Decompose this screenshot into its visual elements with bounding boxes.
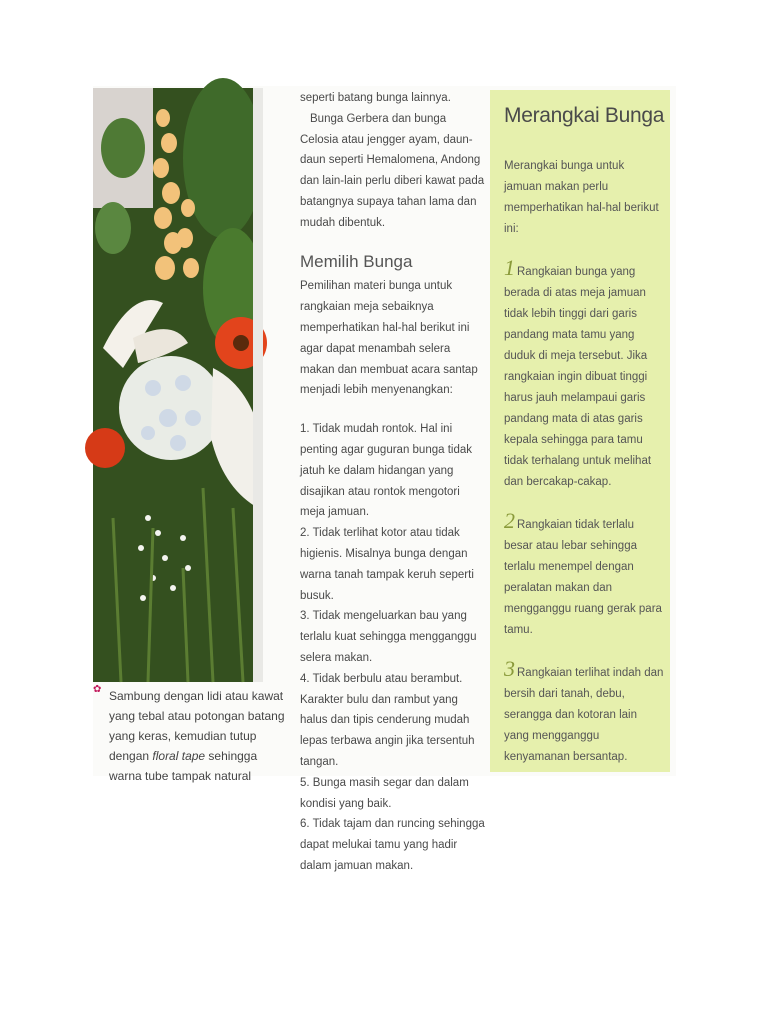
caption-text-start: Sambung dengan lidi atau kawat yang tebal atau potongan batang yang keras, kemudian tutup dengan (109, 689, 285, 763)
photo-caption (95, 686, 291, 786)
caption-italic-term: floral tape (152, 749, 206, 763)
flower-arrangement-photo (93, 88, 263, 682)
list-item: 5. Bunga masih segar dan dalam kondisi yang baik. (300, 776, 469, 810)
list-item: 4. Tidak berbulu atau berambut. Karakter bulu dan rambut yang halus dan tipis cenderung mudah lepas terbawa angin jika tersentuh tangan. (300, 672, 475, 768)
sidebar-tip (504, 255, 664, 493)
tip-number: 1 (504, 255, 515, 280)
tip-text: Rangkaian terlihat indah dan bersih dari tanah, debu, serangga dan kotoran lain yang mengganggu kenyamanan bersantap. (504, 667, 664, 763)
criteria-list (300, 419, 485, 877)
wiring-paragraph: Bunga Gerbera dan bunga Celosia atau jengger ayam, daun-daun seperti Hemalomena, Andong dan lain-lain perlu diberi kawat pada batangnya supaya tahan lama dan mudah dibentuk. (300, 112, 485, 229)
flower-arrangement-illustration (93, 88, 263, 682)
sidebar-tip (504, 508, 664, 641)
section-heading: Memilih Bunga (300, 251, 413, 271)
tip-number: 2 (504, 508, 515, 533)
list-item: 1. Tidak mudah rontok. Hal ini penting agar guguran bunga tidak jatuh ke dalam hidangan yang disajikan atau rontok mengotori meja jamuan. (300, 423, 473, 519)
sidebar-intro: Merangkai bunga untuk jamuan makan perlu memperhatikan hal-hal berikut ini: (504, 160, 659, 235)
section-intro: Pemilihan materi bunga untuk rangkaian meja sebaiknya memperhatikan hal-hal berikut ini agar dapat menambah selera makan dan membuat acara santap menjadi lebih menyenangkan: (300, 280, 478, 397)
list-item: 2. Tidak terlihat kotor atau tidak higienis. Misalnya bunga dengan warna tanah tampak keruh seperti busuk. (300, 527, 474, 602)
magazine-page (93, 86, 676, 872)
continued-paragraph: seperti batang bunga lainnya. (300, 92, 451, 104)
list-item: 3. Tidak mengeluarkan bau yang terlalu kuat sehingga mengganggu selera makan. (300, 610, 477, 664)
list-item: 6. Tidak tajam dan runcing sehingga dapat melukai tamu yang hadir dalam jamuan makan. (300, 818, 485, 872)
flower-bullet-icon: ✿ (93, 684, 102, 695)
tip-number: 3 (504, 656, 515, 681)
main-column (300, 88, 485, 877)
sidebar-tip (504, 656, 664, 768)
caption-text-end: sehingga warna tube tampak natural (109, 749, 258, 783)
tip-text: Rangkaian tidak terlalu besar atau lebar sehingga terlalu menempel dengan peralatan makan dan mengganggu ruang gerak para tamu. (504, 519, 662, 636)
tip-text: Rangkaian bunga yang berada di atas meja jamuan tidak lebih tinggi dari garis pandang mata tamu yang duduk di meja tersebut. Jika rangkaian ingin dibuat tinggi harus jauh melampaui garis pandang mata di atas garis kepala sehingga para tamu tidak terhalang untuk melihat dan bercakap-cakap. (504, 266, 652, 488)
tips-sidebar (490, 90, 670, 772)
sidebar-title: Merangkai Bunga (504, 104, 665, 127)
